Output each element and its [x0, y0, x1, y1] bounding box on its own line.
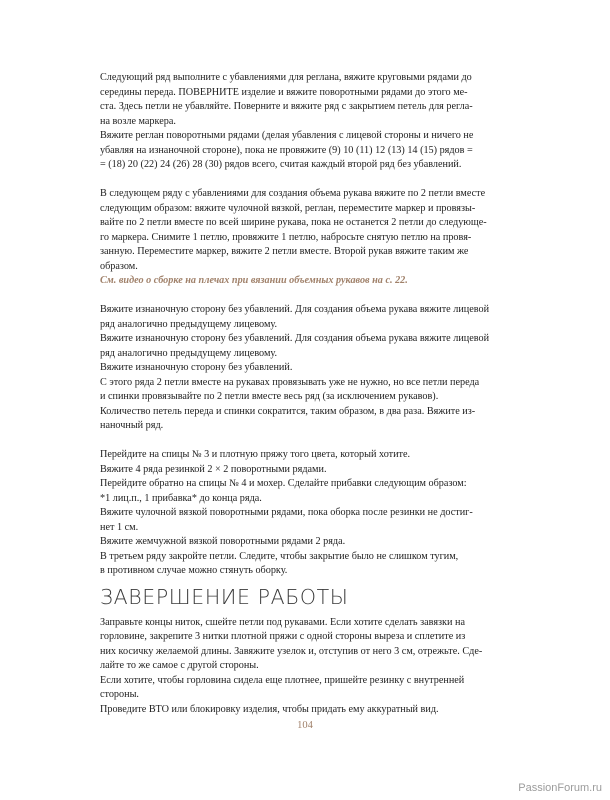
text-line: вайте по 2 петли вместе по всей ширине рукава, пока не останется 2 петли до следующе- [100, 217, 487, 228]
text-column [100, 71, 530, 732]
text-line: ста. Здесь петли не убавляйте. Поверните и вяжите ряд с закрытием петель для регла- [100, 101, 473, 112]
text-line: *1 лиц.п., 1 прибавка* до конца ряда. [100, 492, 262, 504]
paragraph-wrong-side [100, 303, 530, 434]
text-line: лайте то же самое с другой стороны. [100, 660, 259, 671]
text-line: ряд аналогично предыдущему лицевому. [100, 318, 278, 330]
paragraph-ribbing-ruffle [100, 448, 530, 579]
text-line: Вяжите 4 ряда резинкой 2 × 2 поворотными рядами. [100, 463, 327, 475]
text-line: следующим образом: вяжите чулочной вязкой, реглан, переместите маркер и провязы- [100, 202, 476, 214]
text-line: го маркера. Снимите 1 петлю, провяжите 1 петлю, набросьте снятую петлю на провя- [100, 231, 472, 243]
text-line: Перейдите на спицы № 3 и плотную пряжу того цвета, который хотите. [100, 449, 411, 460]
text-line: Вяжите изнаночную сторону без убавлений. Для создания объема рукава вяжите лицевой [100, 333, 490, 344]
text-line: Количество петель переда и спинки сократится, таким образом, в два раза. Вяжите из- [100, 405, 476, 417]
text-line: и спинки провязывайте по 2 петли вместе весь ряд (за исключением рукавов). [100, 391, 439, 402]
text-line: Вяжите изнаночную сторону без убавлений. Для создания объема рукава вяжите лицевой [100, 304, 490, 315]
text-line: Вяжите чулочной вязкой поворотными рядами, пока оборка после резинки не достиг- [100, 507, 473, 518]
text-line: Проведите ВТО или блокировку изделия, чтобы придать ему аккуратный вид. [100, 703, 439, 715]
page-number: 104 [297, 720, 313, 731]
text-line: середины переда. ПОВЕРНИТЕ изделие и вяжите поворотными рядами до этого ме- [100, 86, 468, 98]
text-line: С этого ряда 2 петли вместе на рукавах провязывать уже не нужно, но все петли переда [100, 376, 480, 388]
text-line: нет 1 см. [100, 521, 139, 533]
text-line: В следующем ряду с убавлениями для создания объема рукава вяжите по 2 петли вместе [100, 188, 486, 199]
text-line: на возле маркера. [100, 115, 176, 127]
video-reference-note: См. видео о сборке на плечах при вязании объемных рукавов на с. 22. [100, 275, 408, 286]
text-line: = (18) 20 (22) 24 (26) 28 (30) рядов всего, считая каждый второй ряд без убавлений. [100, 159, 462, 170]
text-line: Следующий ряд выполните с убавлениями для реглана, вяжите круговыми рядами до [100, 72, 472, 83]
paragraph-sleeve-volume [100, 187, 530, 289]
text-line: стороны. [100, 689, 139, 700]
text-line: Если хотите, чтобы горловина сидела еще плотнее, пришейте резинку с внутренней [100, 674, 465, 686]
text-line: в противном случае можно стянуть оборку. [100, 565, 288, 576]
text-line: них косичку желаемой длины. Завяжите узелок и, отступив от него 3 см, отрежьте. Сде- [100, 645, 483, 657]
text-line: Перейдите обратно на спицы № 4 и мохер. Сделайте прибавки следующим образом: [100, 478, 467, 489]
text-line: занную. Переместите маркер, вяжите 2 петли вместе. Второй рукав вяжите таким же [100, 246, 469, 257]
text-line: Вяжите изнаночную сторону без убавлений. [100, 362, 293, 373]
paragraph-finishing [100, 616, 530, 718]
text-line: Вяжите реглан поворотными рядами (делая убавления с лицевой стороны и ничего не [100, 130, 474, 141]
watermark: PassionForum.ru [518, 782, 602, 794]
text-line: убавляя на изнаночной стороне), пока не провяжите (9) 10 (11) 12 (13) 14 (15) рядов = [100, 144, 473, 156]
text-line: В третьем ряду закройте петли. Следите, чтобы закрытие было не слишком тугим, [100, 550, 459, 562]
text-line: Вяжите жемчужной вязкой поворотными рядами 2 ряда. [100, 536, 346, 547]
text-line: образом. [100, 260, 138, 272]
text-line: ряд аналогично предыдущему лицевому. [100, 347, 278, 359]
text-line: горловине, закрепите 3 нитки плотной пряжи с одной стороны выреза и сплетите из [100, 631, 466, 642]
text-line: наночный ряд. [100, 420, 164, 431]
text-line: Заправьте концы ниток, сшейте петли под рукавами. Если хотите сделать завязки на [100, 616, 465, 628]
section-heading: ЗАВЕРШЕНИЕ РАБОТЫ [100, 584, 349, 609]
paragraph-raglan [100, 71, 530, 173]
